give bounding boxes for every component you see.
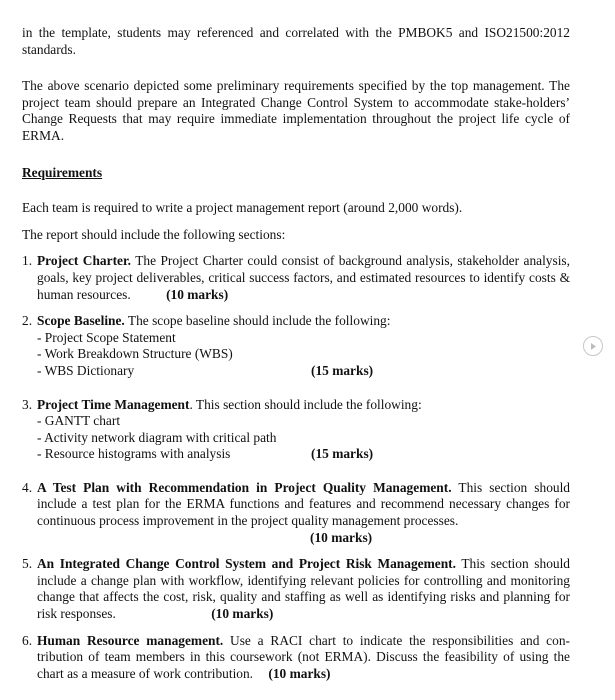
list-item-scope-baseline bbox=[22, 313, 570, 379]
list-item-number: 5. bbox=[22, 556, 33, 572]
sub-item: - Work Breakdown Structure (WBS) bbox=[37, 346, 233, 362]
list-item-human-resource bbox=[22, 633, 570, 683]
requirements-heading: Requirements bbox=[22, 164, 103, 180]
list-item-title: Project Time Management bbox=[37, 396, 190, 412]
list-item-number: 6. bbox=[22, 632, 33, 648]
sub-item: - WBS Dictionary bbox=[37, 362, 135, 378]
list-item-number: 4. bbox=[22, 479, 33, 495]
list-item-text: The Project Charter could consist of background analysis, stakeholder analysis, goals, key project deliverables, critical success factors, and estimated resources to identify costs & human resources. bbox=[37, 253, 570, 302]
marks-label: (15 marks) bbox=[311, 362, 374, 378]
requirements-paragraph-1: Each team is required to write a project management report (around 2,000 words). bbox=[22, 200, 463, 216]
intro-paragraph-1: in the template, students may referenced and correlated with the PMBOK5 and ISO21500:2012 standards. bbox=[22, 25, 570, 57]
requirements-paragraph-2: The report should include the following sections: bbox=[22, 226, 286, 242]
sub-item: - Resource histograms with analysis bbox=[37, 446, 231, 462]
marks-label: (10 marks) bbox=[166, 286, 229, 302]
intro-paragraph-2: The above scenario depicted some preliminary requirements specified by the top management. The project team should prepare an Integrated Change Control System to accommodate stake-holders’ Change Requests that may require immediate implementation throughout the project life cycle of ERMA. bbox=[22, 78, 570, 143]
list-item-text: Use a RACI chart to indicate the responsibilities and con-tribution of team members in this coursework (not ERMA). Discuss the feasibility of using the chart as a measure of work contribution. bbox=[37, 632, 570, 681]
list-item-text: . This section should include the following: bbox=[189, 396, 422, 412]
list-item-text: This section should include a test plan for the ERMA functions and features and recommend necessary changes for continuous process improvement in the project quality management processes. bbox=[37, 479, 571, 529]
list-item-title: Human Resource management. bbox=[37, 632, 224, 648]
list-item-title: A Test Plan with Recommendation in Project Quality Management. bbox=[37, 479, 452, 495]
sub-item: - GANTT chart bbox=[37, 413, 121, 429]
marks-label: (15 marks) bbox=[311, 446, 374, 462]
list-item-time-management bbox=[22, 397, 570, 463]
list-item-test-plan bbox=[22, 480, 570, 546]
document-page bbox=[22, 25, 570, 682]
list-item-project-charter bbox=[22, 253, 570, 303]
play-triangle-icon bbox=[588, 341, 598, 352]
list-item-text: The scope baseline should include the following: bbox=[124, 313, 391, 329]
marks-label: (10 marks) bbox=[211, 606, 274, 622]
list-item-title: Scope Baseline. bbox=[37, 313, 125, 329]
list-item-change-control bbox=[22, 556, 570, 622]
list-item-number: 3. bbox=[22, 396, 33, 412]
marks-label: (10 marks) bbox=[268, 665, 331, 681]
list-item-number: 1. bbox=[22, 253, 33, 269]
play-circle-icon[interactable] bbox=[583, 336, 603, 356]
list-item-title: An Integrated Change Control System and Project Risk Management. bbox=[37, 556, 456, 572]
marks-label: (10 marks) bbox=[310, 529, 373, 545]
list-item-number: 2. bbox=[22, 313, 33, 329]
sub-item: - Project Scope Statement bbox=[37, 329, 176, 345]
list-item-title: Project Charter. bbox=[37, 253, 132, 269]
sub-item: - Activity network diagram with critical path bbox=[37, 429, 277, 445]
list-item-text: This section should include a change plan with workflow, identifying relevant policies for controlling and monitoring change that affects the cost, risk, quality and staffing as well as identifying risks and planning for risk responses. bbox=[37, 556, 570, 622]
